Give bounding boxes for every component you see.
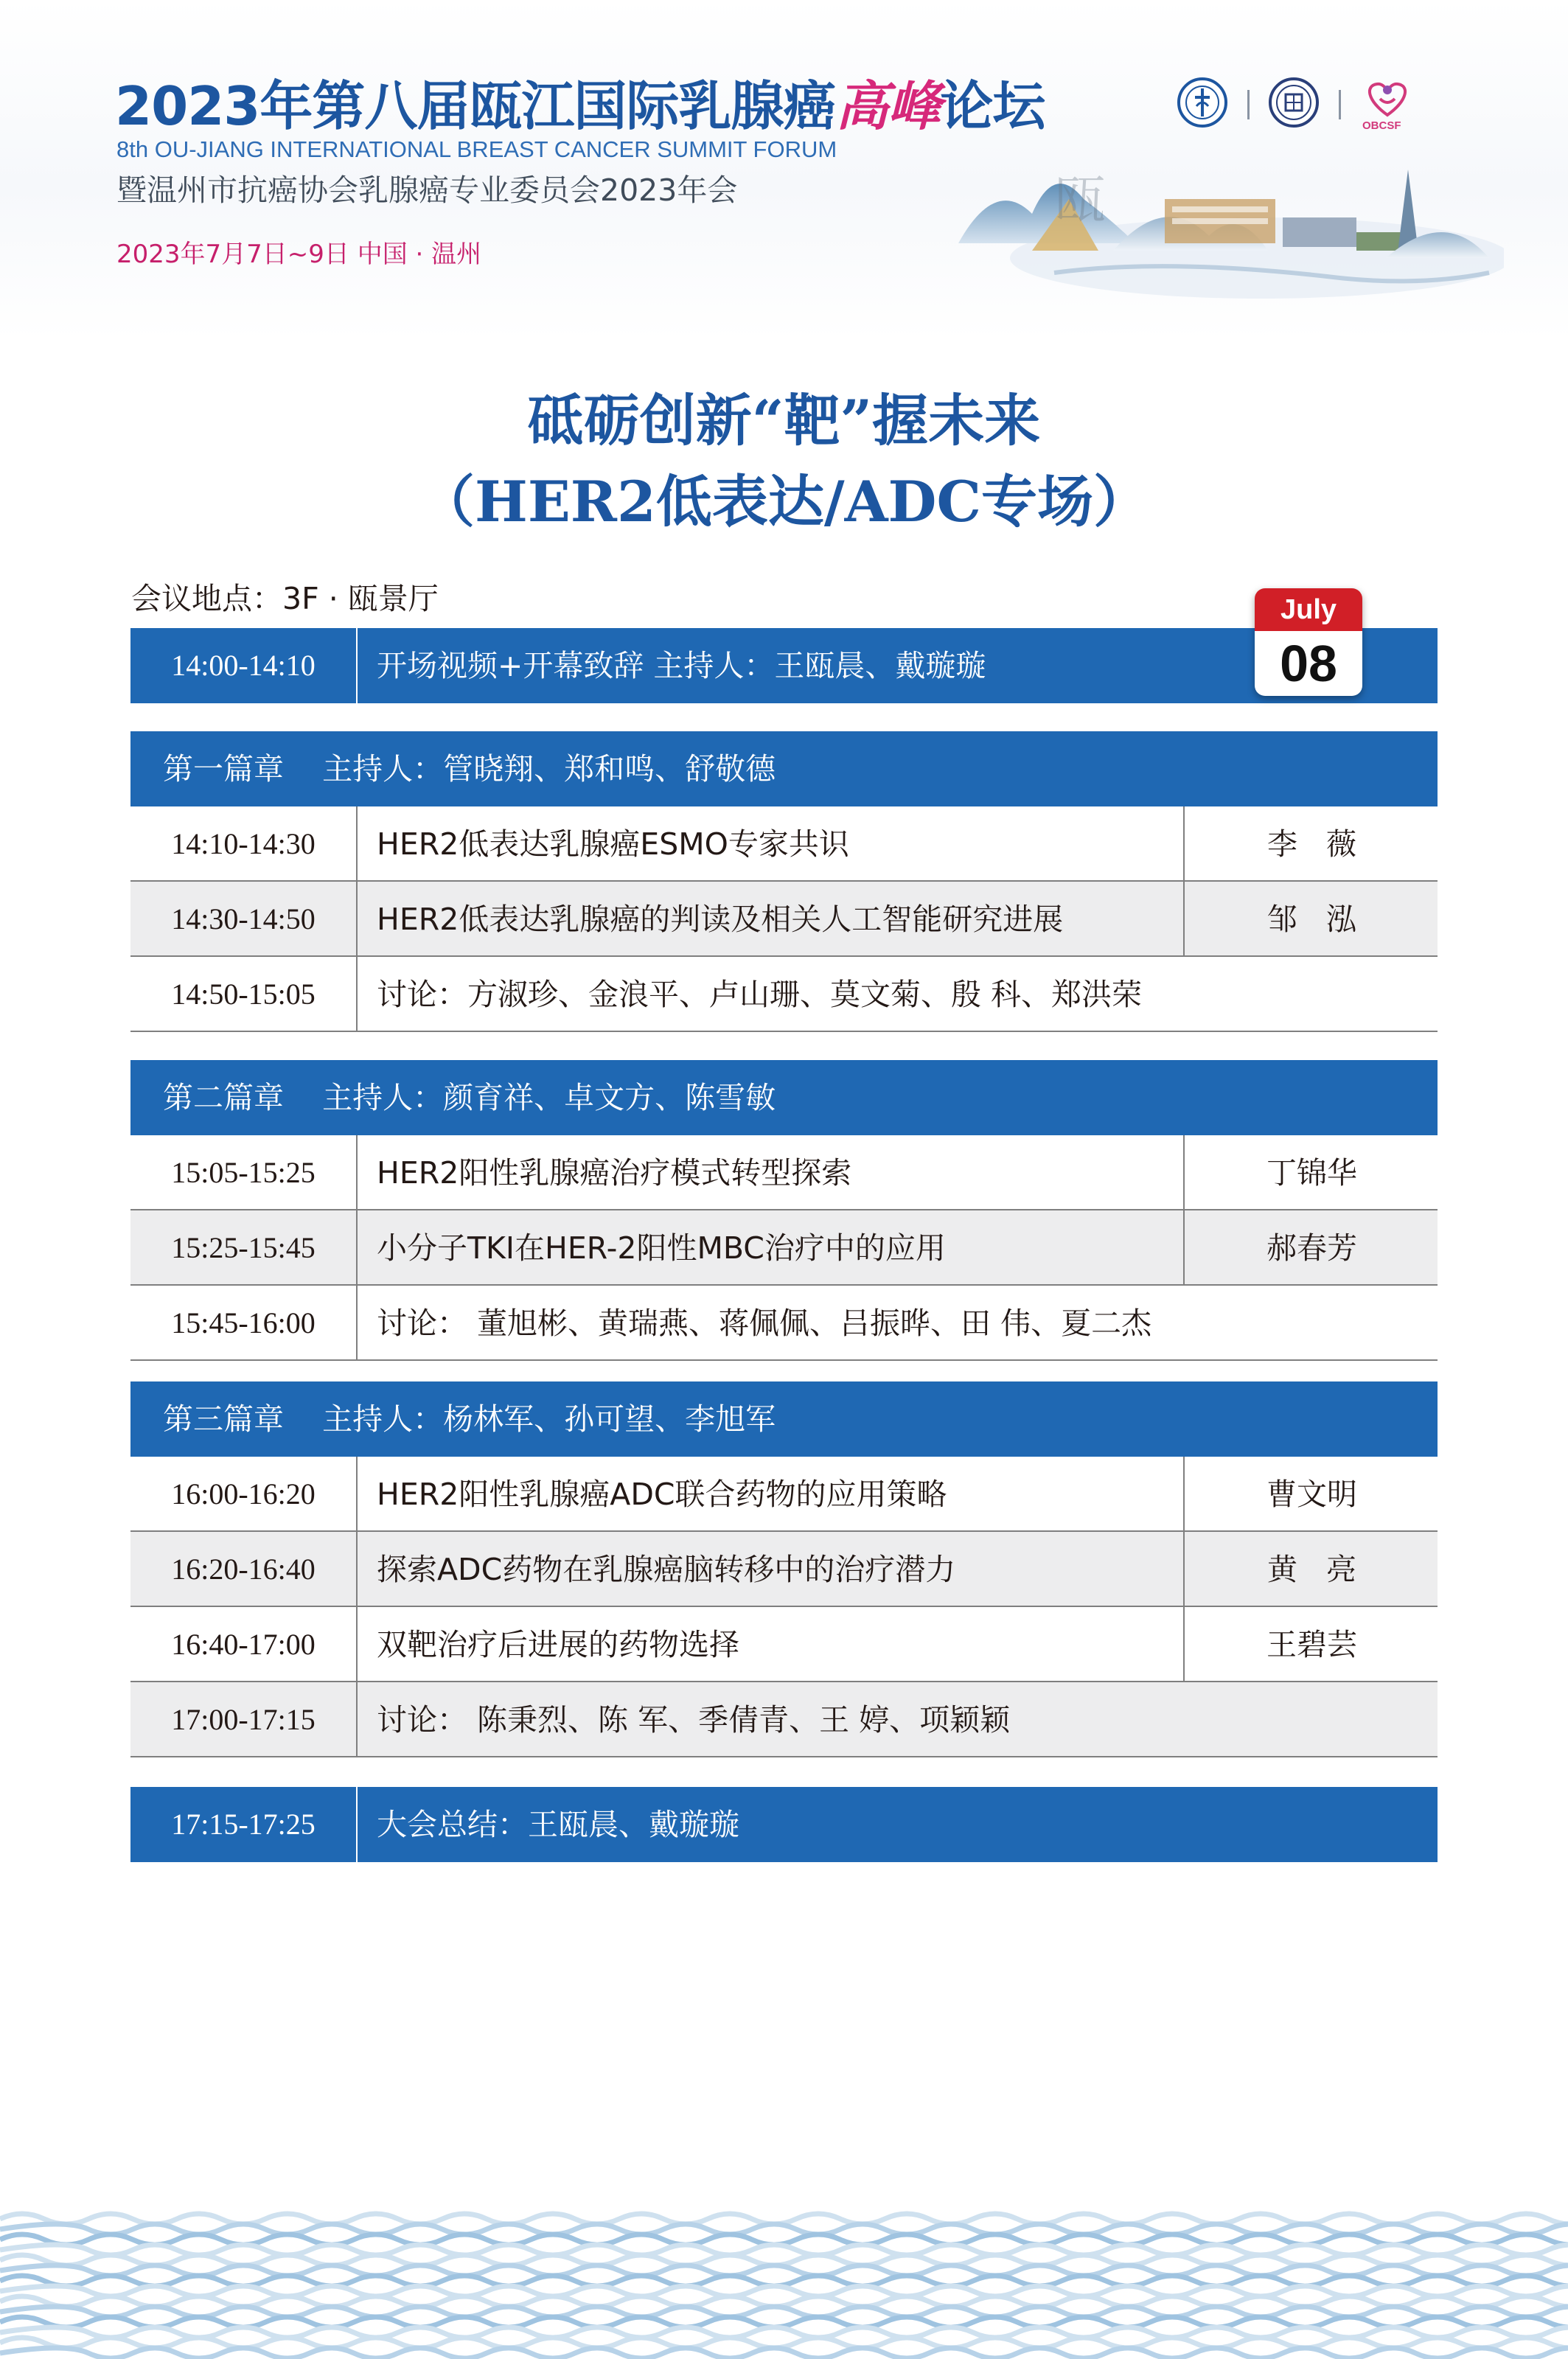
row-time: 15:25-15:45 — [171, 1231, 316, 1264]
forum-title-accent: 高峰 — [835, 74, 941, 137]
logo-separator — [1339, 90, 1341, 119]
row-time: 15:05-15:25 — [171, 1156, 316, 1189]
row-speaker: 王碧芸 — [1183, 1607, 1439, 1681]
table-row — [130, 1532, 1438, 1607]
row-topic: HER2低表达乳腺癌ESMO专家共识 — [356, 806, 1183, 880]
row-topic: 讨论：方淑珍、金浪平、卢山珊、莫文菊、殷 科、郑洪荣 — [356, 957, 1438, 1031]
row-topic: HER2低表达乳腺癌的判读及相关人工智能研究进展 — [356, 882, 1183, 955]
wave-line — [0, 2245, 1568, 2255]
row-time: 14:10-14:30 — [171, 827, 316, 860]
wave-line — [0, 2224, 1568, 2234]
organizer-logos — [1177, 77, 1427, 136]
row-speaker: 郝春芳 — [1183, 1210, 1439, 1284]
table-row — [130, 882, 1438, 957]
venue-label: 会议地点：3F · 瓯景厅 — [131, 581, 439, 616]
row-topic: 小分子TKI在HER-2阳性MBC治疗中的应用 — [356, 1210, 1183, 1284]
date-badge-month: July — [1255, 588, 1362, 631]
row-time: 14:00-14:10 — [171, 649, 316, 682]
date-badge-day: 08 — [1280, 635, 1337, 692]
table-row — [130, 1457, 1438, 1532]
row-topic: 开场视频+开幕致辞 主持人：王瓯晨、戴璇璇 — [356, 628, 986, 703]
wave-line — [0, 2265, 1568, 2276]
row-speaker: 曹文明 — [1183, 1457, 1439, 1530]
row-topic: 讨论： 陈秉烈、陈 军、季倩青、王 婷、项颖颖 — [356, 1682, 1438, 1756]
chapter-3-heading: 第三篇章 主持人：杨林军、孙可望、李旭军 — [130, 1381, 1438, 1457]
chapter-2-heading: 第二篇章 主持人：颜育祥、卓文方、陈雪敏 — [130, 1060, 1438, 1135]
row-topic: 双靶治疗后进展的药物选择 — [356, 1607, 1183, 1681]
landscape-illustration — [944, 147, 1504, 324]
discussion-row — [130, 957, 1438, 1032]
session-title: 砥砺创新“靶”握未来 — [527, 388, 1041, 453]
hospital-logo-icon — [1177, 77, 1228, 128]
forum-date-location: 2023年7月7日~9日 中国 · 温州 — [116, 240, 482, 269]
row-topic: 探索ADC药物在乳腺癌脑转移中的治疗潜力 — [356, 1532, 1183, 1606]
row-speaker: 黄 亮 — [1183, 1532, 1439, 1606]
wave-line — [0, 2348, 1568, 2358]
wave-pattern-decoration — [0, 2204, 1568, 2359]
row-topic: HER2阳性乳腺癌ADC联合药物的应用策略 — [356, 1457, 1183, 1530]
watermark-character: 瓯 — [1054, 170, 1106, 230]
wave-line — [0, 2286, 1568, 2296]
chapter-1-heading: 第一篇章 主持人：管晓翔、郑和鸣、舒敬德 — [130, 731, 1438, 806]
forum-title-suffix: 论坛 — [940, 75, 1045, 137]
table-row — [130, 1210, 1438, 1286]
wave-line — [0, 2307, 1568, 2317]
table-row — [130, 1607, 1438, 1682]
row-time: 17:15-17:25 — [171, 1808, 316, 1841]
row-time: 14:50-15:05 — [171, 978, 316, 1011]
row-time: 16:40-17:00 — [171, 1628, 316, 1661]
row-time: 16:20-16:40 — [171, 1553, 316, 1586]
university-logo-icon — [1268, 77, 1320, 128]
obcsf-logo-icon — [1359, 77, 1415, 119]
opening-row — [130, 628, 1438, 703]
forum-title-prefix: 2023年第八届瓯江国际乳腺癌 — [115, 75, 836, 137]
table-row — [130, 806, 1438, 882]
row-time: 17:00-17:15 — [171, 1703, 316, 1736]
logo-separator — [1247, 90, 1250, 119]
closing-row — [130, 1787, 1438, 1862]
forum-subtitle: 暨温州市抗癌协会乳腺癌专业委员会2023年会 — [116, 173, 738, 208]
session-subtitle: （HER2低表达/ADC专场） — [419, 469, 1149, 534]
table-row — [130, 1135, 1438, 1210]
row-topic: HER2阳性乳腺癌治疗模式转型探索 — [356, 1135, 1183, 1209]
row-time: 15:45-16:00 — [171, 1306, 316, 1339]
row-speaker: 李 薇 — [1183, 806, 1439, 880]
discussion-row — [130, 1682, 1438, 1757]
row-speaker: 邹 泓 — [1183, 882, 1439, 955]
row-topic: 讨论： 董旭彬、黄瑞燕、蒋佩佩、吕振晔、田 伟、夏二杰 — [356, 1286, 1438, 1359]
row-time: 14:30-14:50 — [171, 902, 316, 935]
row-time: 16:00-16:20 — [171, 1477, 316, 1510]
date-badge — [1255, 588, 1362, 696]
obcsf-logo-text: OBCSF — [1362, 119, 1401, 132]
row-topic: 大会总结：王瓯晨、戴璇璇 — [356, 1787, 739, 1862]
row-speaker: 丁锦华 — [1183, 1135, 1439, 1209]
discussion-row — [130, 1286, 1438, 1361]
wave-line — [0, 2327, 1568, 2338]
forum-title — [115, 74, 1045, 139]
forum-title-english: 8th OU-JIANG INTERNATIONAL BREAST CANCER SUMMIT FORUM — [116, 136, 837, 162]
